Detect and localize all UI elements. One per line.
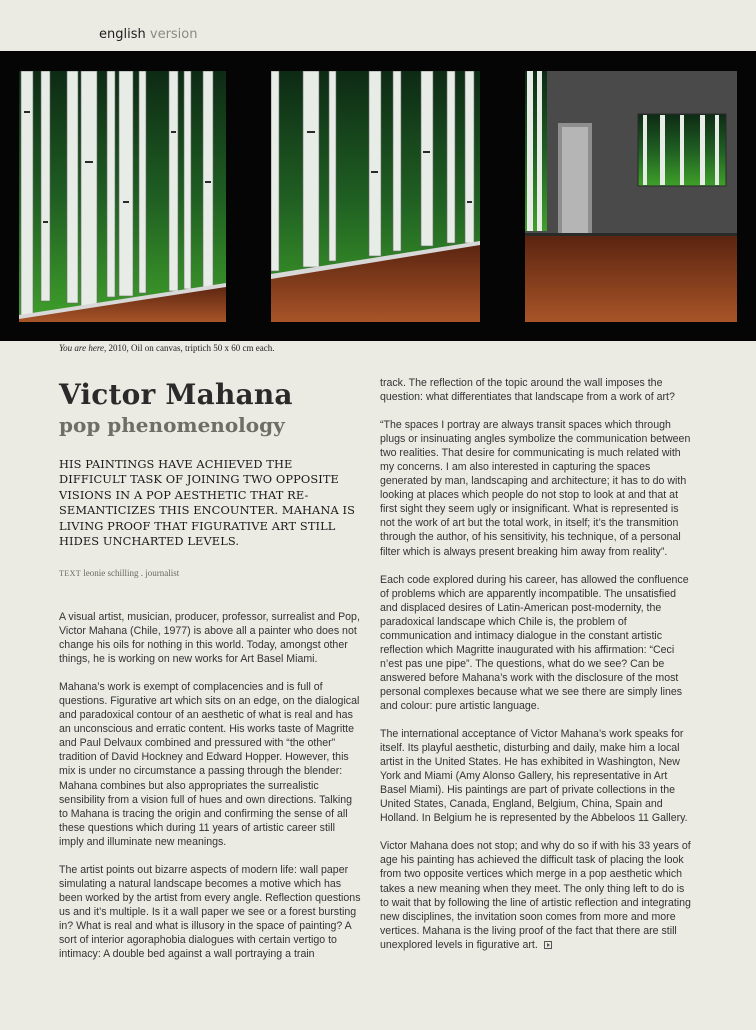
language-label: [99, 27, 198, 42]
artwork-caption-title: You are here,: [59, 343, 107, 353]
paragraph: Each code explored during his career, has allowed the confluence of problems which are apparently incompatible. The unsatisfied and displaced desires of Latin-American post-modernity, the paradoxical landscape which Chile is, the problem of communication and intimacy dialogue in the constant artistic reflection which Magritte inaugurated with his affirmation: “Ceci n’est pas une pipe”. The questions, what do we see? Can be answered before Mahana’s work with the disclosure of the most personal complexes because what we see there are simply lines and colour: pure artistic language.: [380, 573, 689, 712]
article-lead: HIS PAINTINGS HAVE ACHIEVED THE DIFFICULT TASK OF JOINING TWO OPPOSITE VISIONS IN A POP AESTHETIC THAT RE-SEMANTICIZES THIS ENCOUNTER. MAHANA IS LIVING PROOF THAT FIGURATIVE ART STILL HIDES UNCHARTED LEVELS.: [59, 457, 355, 549]
byline-label: TEXT: [59, 569, 82, 578]
article-byline: [59, 568, 179, 578]
paragraph: The international acceptance of Victor Mahana’s work speaks for itself. Its playful aesthetic, disturbing and daily, make him a local artist in the United States. He has exhibited in Washington, New York and Miami (Amy Alonso Gallery, his representative in Art Basel Miami). His paintings are part of private collections in the United States, Canada, England, Belgium, China, Spain and Holland. In Belgium he is represented by the Abbeloos 11 Gallery.: [380, 728, 688, 825]
byline-author: leonie schilling . journalist: [81, 568, 180, 578]
article-column-right: [380, 376, 692, 966]
artwork-caption: [59, 343, 274, 353]
language-secondary: version: [149, 27, 198, 42]
paragraph: A visual artist, musician, producer, professor, surrealist and Pop, Victor Mahana (Chile, 1977) is above all a painter who does not change his oils for nothing in this world. Today, amongst other things, he is working on new works for Art Basel Miami.: [59, 611, 360, 666]
article-subtitle: pop phenomenology: [59, 413, 285, 437]
artwork-triptych: [0, 51, 756, 341]
language-primary: english: [99, 27, 146, 42]
article-title: Victor Mahana: [59, 378, 293, 411]
triptych-panel-center: [271, 71, 480, 322]
paragraph: The artist points out bizarre aspects of modern life: wall paper simulating a natural landscape becomes a motive which has been worked by the artist from every angle. Reflection questions us and it’s multiple. Is it a wall paper we see or a forest bursting in? What is real and what is illusory in the space of painting? A sort of interior agoraphobia dialogues with certain vertigo to intimacy: A double bed against a wall portraying a train: [59, 863, 361, 961]
paragraph-last: [380, 839, 692, 951]
paragraph: Mahana’s work is exempt of complacencies and is full of questions. Figurative art which sits on an edge, on the dialogical and paradoxical contour of an aesthetic of what is real and has an unconscious and erratic content. His works taste of Magritte and Paul Delvaux combined and pressured with “the other” tradition of David Hockney and Edward Hopper. However, this mix is under no circumstance a passing through the blender: Mahana combines but also appropriates the surrealistic sensibility from a vision full of hues and own directions. Talking to Mahana is tracing the origin and confirming the sense of all these questions which during 11 years of artistic career still imply and illuminate new meanings.: [59, 681, 360, 848]
paragraph: “The spaces I portray are always transit spaces which through plugs or insinuating angles symbolize the communication between two realities. That desire for communicating is much related with my concerns. I am also interested in capturing the spaces generated by man, landscaping and architecture; it has to do with looking at places which people do not stop to look at and that at first sight they seem ugly or insignificant. What is represented is not the work of art but the total work, in itself; it’s the transmition through the author, of his sensitivity, his technique, of a personal filter which is always present breaking him away from reality”.: [380, 419, 691, 558]
triptych-panel-left: [19, 71, 226, 322]
paragraph-last-text: Victor Mahana does not stop; and why do so if with his 33 years of age his painting has achieved the difficult task of placing the look from two opposite vertices which merge in a pop aesthetic which takes a new meaning when they meet. The only thing left to do is to wait that by following the line of artistic reflection and integrating new disciplines, the invitation soon comes from more and more vertices. Mahana is the living proof of the fact that there are still unexplored levels in figurative art.: [380, 840, 691, 951]
end-of-article-icon: [544, 941, 552, 949]
triptych-panel-right: [525, 71, 737, 322]
artwork-caption-details: 2010, Oil on canvas, triptich 50 x 60 cm each.: [106, 343, 275, 353]
article-column-left: [59, 610, 361, 975]
paragraph: track. The reflection of the topic around the wall imposes the question: what differentiates that landscape from a work of art?: [380, 377, 675, 404]
